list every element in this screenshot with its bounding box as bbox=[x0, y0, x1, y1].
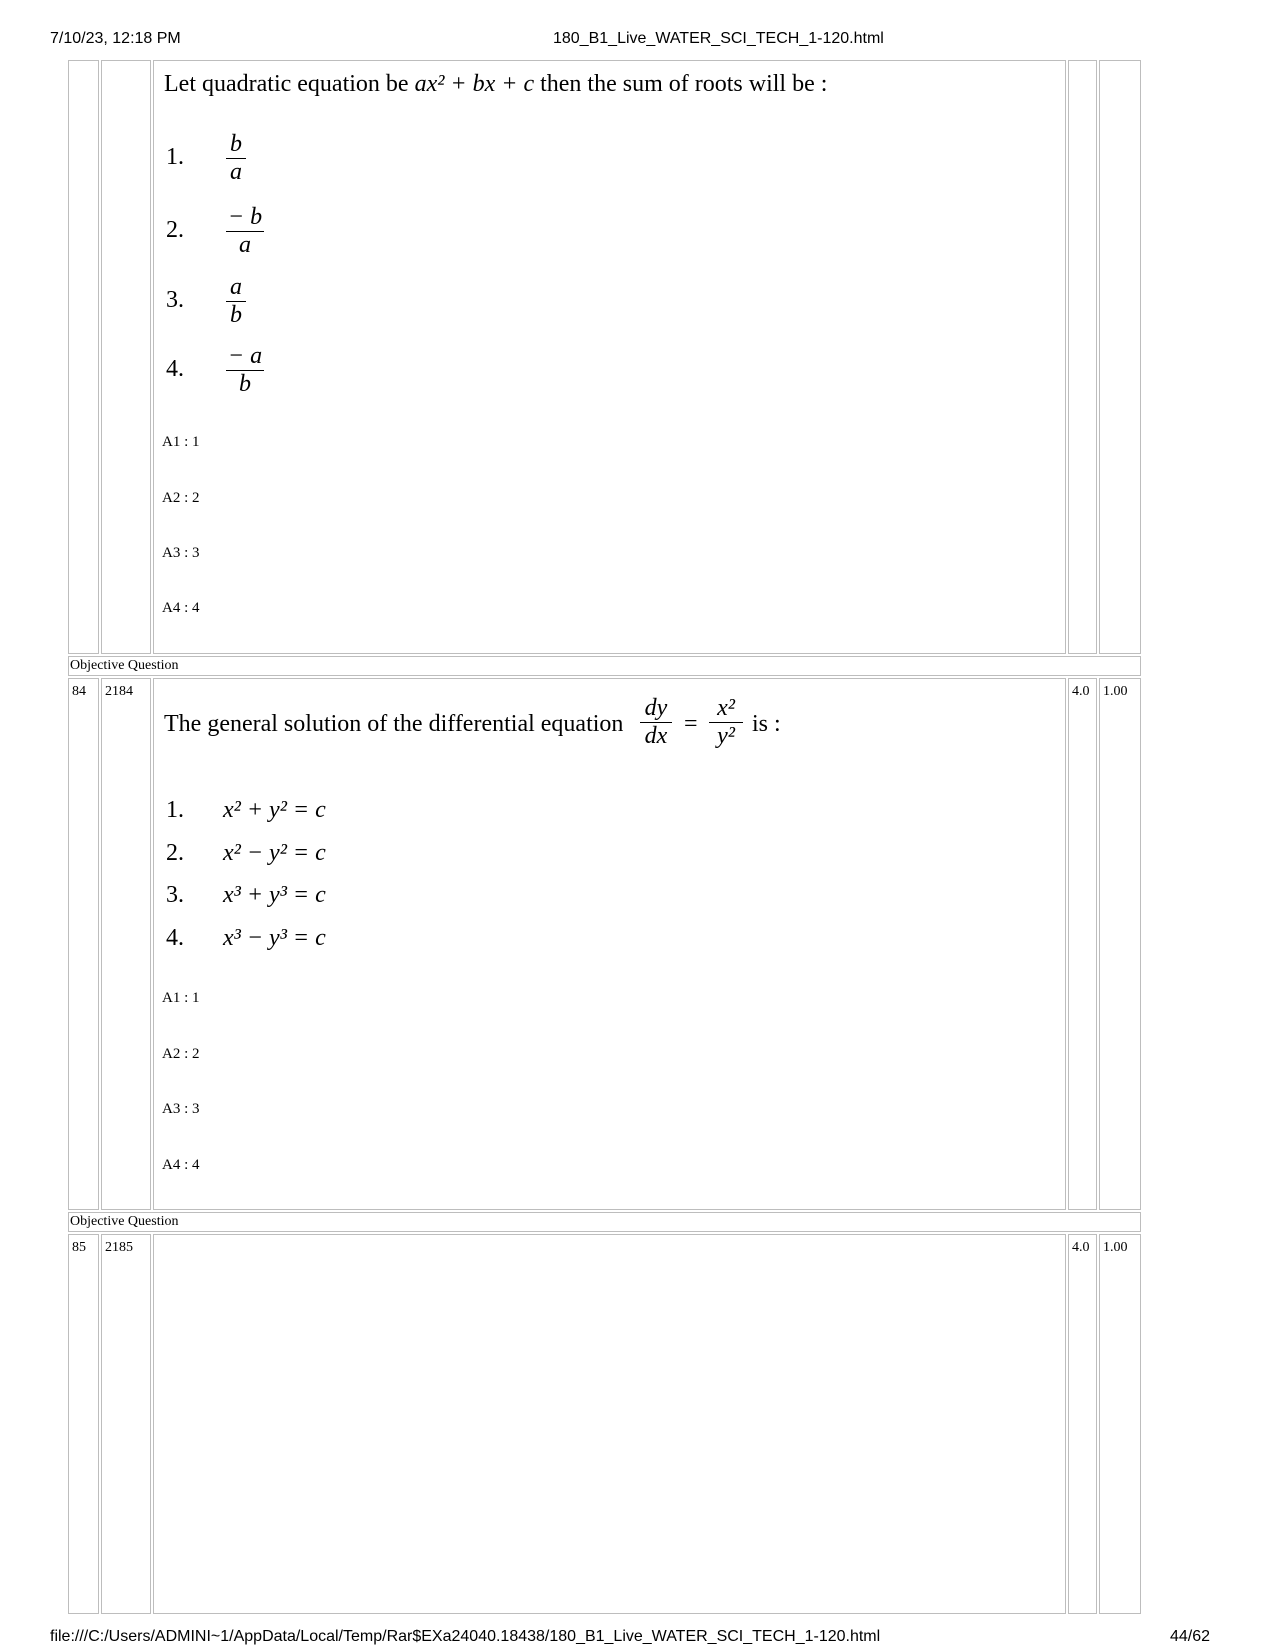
qid-cell bbox=[101, 60, 151, 654]
question-type-label: Objective Question bbox=[68, 1212, 1141, 1232]
page-number: 44/62 bbox=[1170, 1628, 1211, 1645]
sno-cell: 85 bbox=[68, 1234, 99, 1614]
option-2: 2. x² − y² = c bbox=[166, 840, 326, 866]
option-4: 4. $\frac{- a}{b}$ bbox=[166, 343, 263, 397]
answer-2: A2 : 2 bbox=[162, 1046, 200, 1062]
answer-1: A1 : 1 bbox=[162, 434, 200, 450]
question-text: Let quadratic equation be ax² + bx + c then the sum of roots will be : bbox=[164, 71, 828, 97]
lhs-fraction: $\frac{dy}{dx}$ bbox=[640, 695, 672, 750]
option-1: 1. $\frac{b}{a}$ bbox=[166, 144, 184, 171]
option-4: 4. x³ − y³ = c bbox=[166, 925, 326, 951]
question-math: ax² + bx + c bbox=[414, 71, 535, 97]
answer-3: A3 : 3 bbox=[162, 545, 200, 561]
sno-cell bbox=[68, 60, 99, 654]
question-cell bbox=[153, 1234, 1066, 1614]
negative-marks-cell bbox=[1099, 60, 1141, 654]
option-2: 2. $\frac{- b}{a}$ bbox=[166, 204, 263, 258]
answer-4: A4 : 4 bbox=[162, 600, 200, 616]
marks-cell bbox=[1068, 60, 1097, 654]
question-cell bbox=[153, 60, 1066, 654]
question-cell: The general solution of the differential equation $\frac{dy}{dx}$ = $\frac{\text{x²}}{\text{y²}}$ is : 1. x² + y² = c 2. x² − y² = c 3. x³ + y³ = c 4. x³ − y³ = c A1 : 1 A2 : 2 A3 : 3 A4 : 4 bbox=[153, 678, 1066, 1210]
option-1: 1. x² + y² = c bbox=[166, 797, 326, 823]
marks-cell: 4.0 bbox=[1068, 678, 1097, 1210]
answer-2: A2 : 2 bbox=[162, 490, 200, 506]
negative-marks-cell: 1.00 bbox=[1099, 1234, 1141, 1614]
print-file-path: file:///C:/Users/ADMINI~1/AppData/Local/Temp/Rar$EXa24040.18438/180_B1_Live_WATER_SCI_TECH_1-120.html bbox=[50, 1628, 881, 1645]
qid-cell: 2185 bbox=[101, 1234, 151, 1614]
sno-cell: 84 bbox=[68, 678, 99, 1210]
question-type-label: Objective Question bbox=[68, 656, 1141, 676]
answer-1: A1 : 1 bbox=[162, 990, 200, 1006]
negative-marks-cell: 1.00 bbox=[1099, 678, 1141, 1210]
answer-3: A3 : 3 bbox=[162, 1101, 200, 1117]
qid-cell: 2184 bbox=[101, 678, 151, 1210]
rhs-fraction: $\frac{\text{x²}}{\text{y²}}$ bbox=[709, 695, 743, 750]
question-text: The general solution of the differential equation bbox=[164, 711, 624, 737]
option-3: 3. x³ + y³ = c bbox=[166, 882, 326, 908]
print-datetime: 7/10/23, 12:18 PM bbox=[50, 30, 181, 47]
marks-cell: 4.0 bbox=[1068, 1234, 1097, 1614]
answer-4: A4 : 4 bbox=[162, 1157, 200, 1173]
option-3: 3. $\frac{a}{b}$ bbox=[166, 287, 184, 314]
print-title: 180_B1_Live_WATER_SCI_TECH_1-120.html bbox=[553, 30, 884, 47]
